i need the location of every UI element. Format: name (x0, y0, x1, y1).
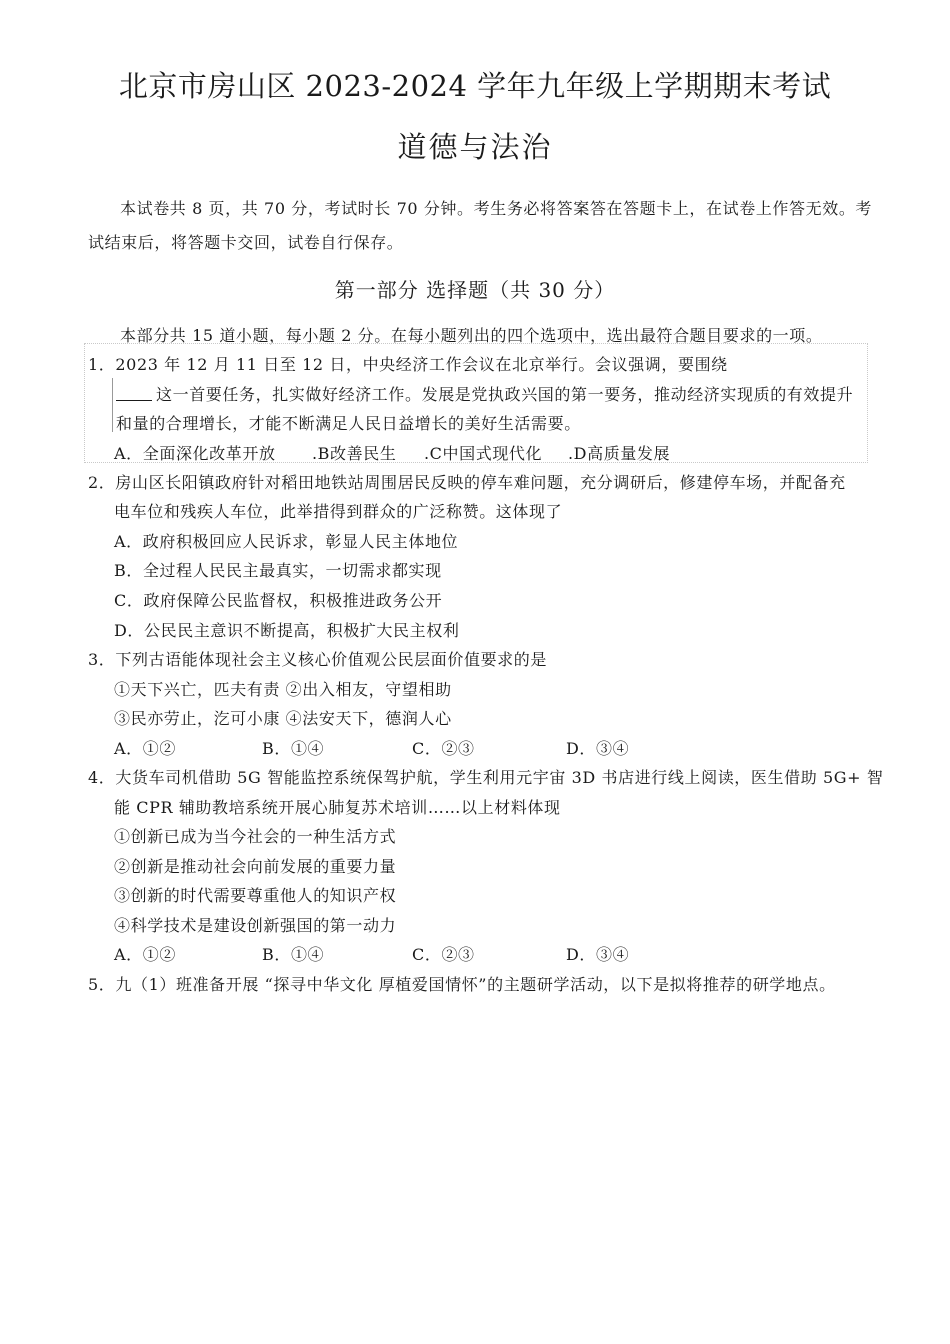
question-4-option-d: D．③④ (566, 945, 630, 964)
question-3-items-line-1: ①天下兴亡，匹夫有责 ②出入相友，守望相助 (114, 680, 452, 699)
subject-title: 道德与法治 (397, 130, 553, 164)
question-3-option-b: B．①④ (262, 739, 325, 758)
question-4-item-2: ②创新是推动社会向前发展的重要力量 (114, 857, 397, 876)
question-1-option-b: .B改善民生 (312, 444, 397, 463)
question-1-stem-line-3: 和量的合理增长，才能不断满足人民日益增长的美好生活需要。 (116, 414, 581, 433)
question-3-option-d: D．③④ (566, 739, 630, 758)
question-1-option-c: .C中国式现代化 (424, 444, 543, 463)
question-4-stem-line-1: 4．大货车司机借助 5G 智能监控系统保驾护航，学生利用元宇宙 3D 书店进行线上阅读，医生借助 5G+ 智 (88, 768, 884, 787)
question-2-option-a: A．政府积极回应人民诉求，彰显人民主体地位 (114, 532, 459, 551)
question-1-option-a: A．全面深化改革开放 (114, 444, 276, 463)
question-2-stem-line-1: 2．房山区长阳镇政府针对稻田地铁站周围居民反映的停车难问题，充分调研后，修建停车场，并配备充 (88, 473, 846, 492)
question-4-option-b: B．①④ (262, 945, 325, 964)
question-4-item-3: ③创新的时代需要尊重他人的知识产权 (114, 886, 397, 905)
question-3-option-a: A．①② (114, 739, 176, 758)
question-1-stem-line-1: 1．2023 年 12 月 11 日至 12 日，中央经济工作会议在北京举行。会议强调，要围绕 (88, 355, 728, 374)
question-2-stem-line-2: 电车位和残疾人车位，此举措得到群众的广泛称赞。这体现了 (114, 502, 563, 521)
section-title: 第一部分 选择题（共 30 分） (334, 278, 616, 302)
question-2-option-c: C．政府保障公民监督权，积极推进政务公开 (114, 591, 443, 610)
question-3-stem: 3．下列古语能体现社会主义核心价值观公民层面价值要求的是 (88, 650, 547, 669)
question-1-stem-line-2 (116, 382, 853, 405)
question-3-items-line-2: ③民亦劳止，汔可小康 ④法安天下，德润人心 (114, 709, 452, 728)
intro-line-1: 本试卷共 8 页，共 70 分，考试时长 70 分钟。考生务必将答案答在答题卡上，在试卷上作答无效。考 (120, 199, 873, 218)
question-3-option-c: C．②③ (412, 739, 475, 758)
question-4-stem-line-2: 能 CPR 辅助教培系统开展心肺复苏术培训……以上材料体现 (114, 798, 561, 817)
question-2-option-b: B．全过程人民民主最真实，一切需求都实现 (114, 561, 442, 580)
question-1-margin-rule (112, 378, 114, 432)
exam-title: 北京市房山区 2023-2024 学年九年级上学期期末考试 (118, 69, 832, 103)
question-1-option-d: .D高质量发展 (568, 444, 671, 463)
answer-blank (116, 385, 152, 401)
question-4-item-1: ①创新已成为当今社会的一种生活方式 (114, 827, 397, 846)
intro-line-2: 试结束后，将答题卡交回，试卷自行保存。 (88, 233, 404, 252)
question-4-option-a: A．①② (114, 945, 176, 964)
question-1-stem-line-2-text: 这一首要任务，扎实做好经济工作。发展是党执政兴国的第一要务，推动经济实现质的有效提升 (156, 385, 854, 404)
question-2-option-d: D．公民民主意识不断提高，积极扩大民主权利 (114, 621, 460, 640)
question-4-item-4: ④科学技术是建设创新强国的第一动力 (114, 916, 397, 935)
question-4-option-c: C．②③ (412, 945, 475, 964)
question-5-stem: 5．九（1）班准备开展 “探寻中华文化 厚植爱国情怀”的主题研学活动，以下是拟将推荐的研学地点。 (88, 975, 836, 994)
section-instructions: 本部分共 15 道小题，每小题 2 分。在每小题列出的四个选项中，选出最符合题目要求的一项。 (120, 326, 823, 345)
